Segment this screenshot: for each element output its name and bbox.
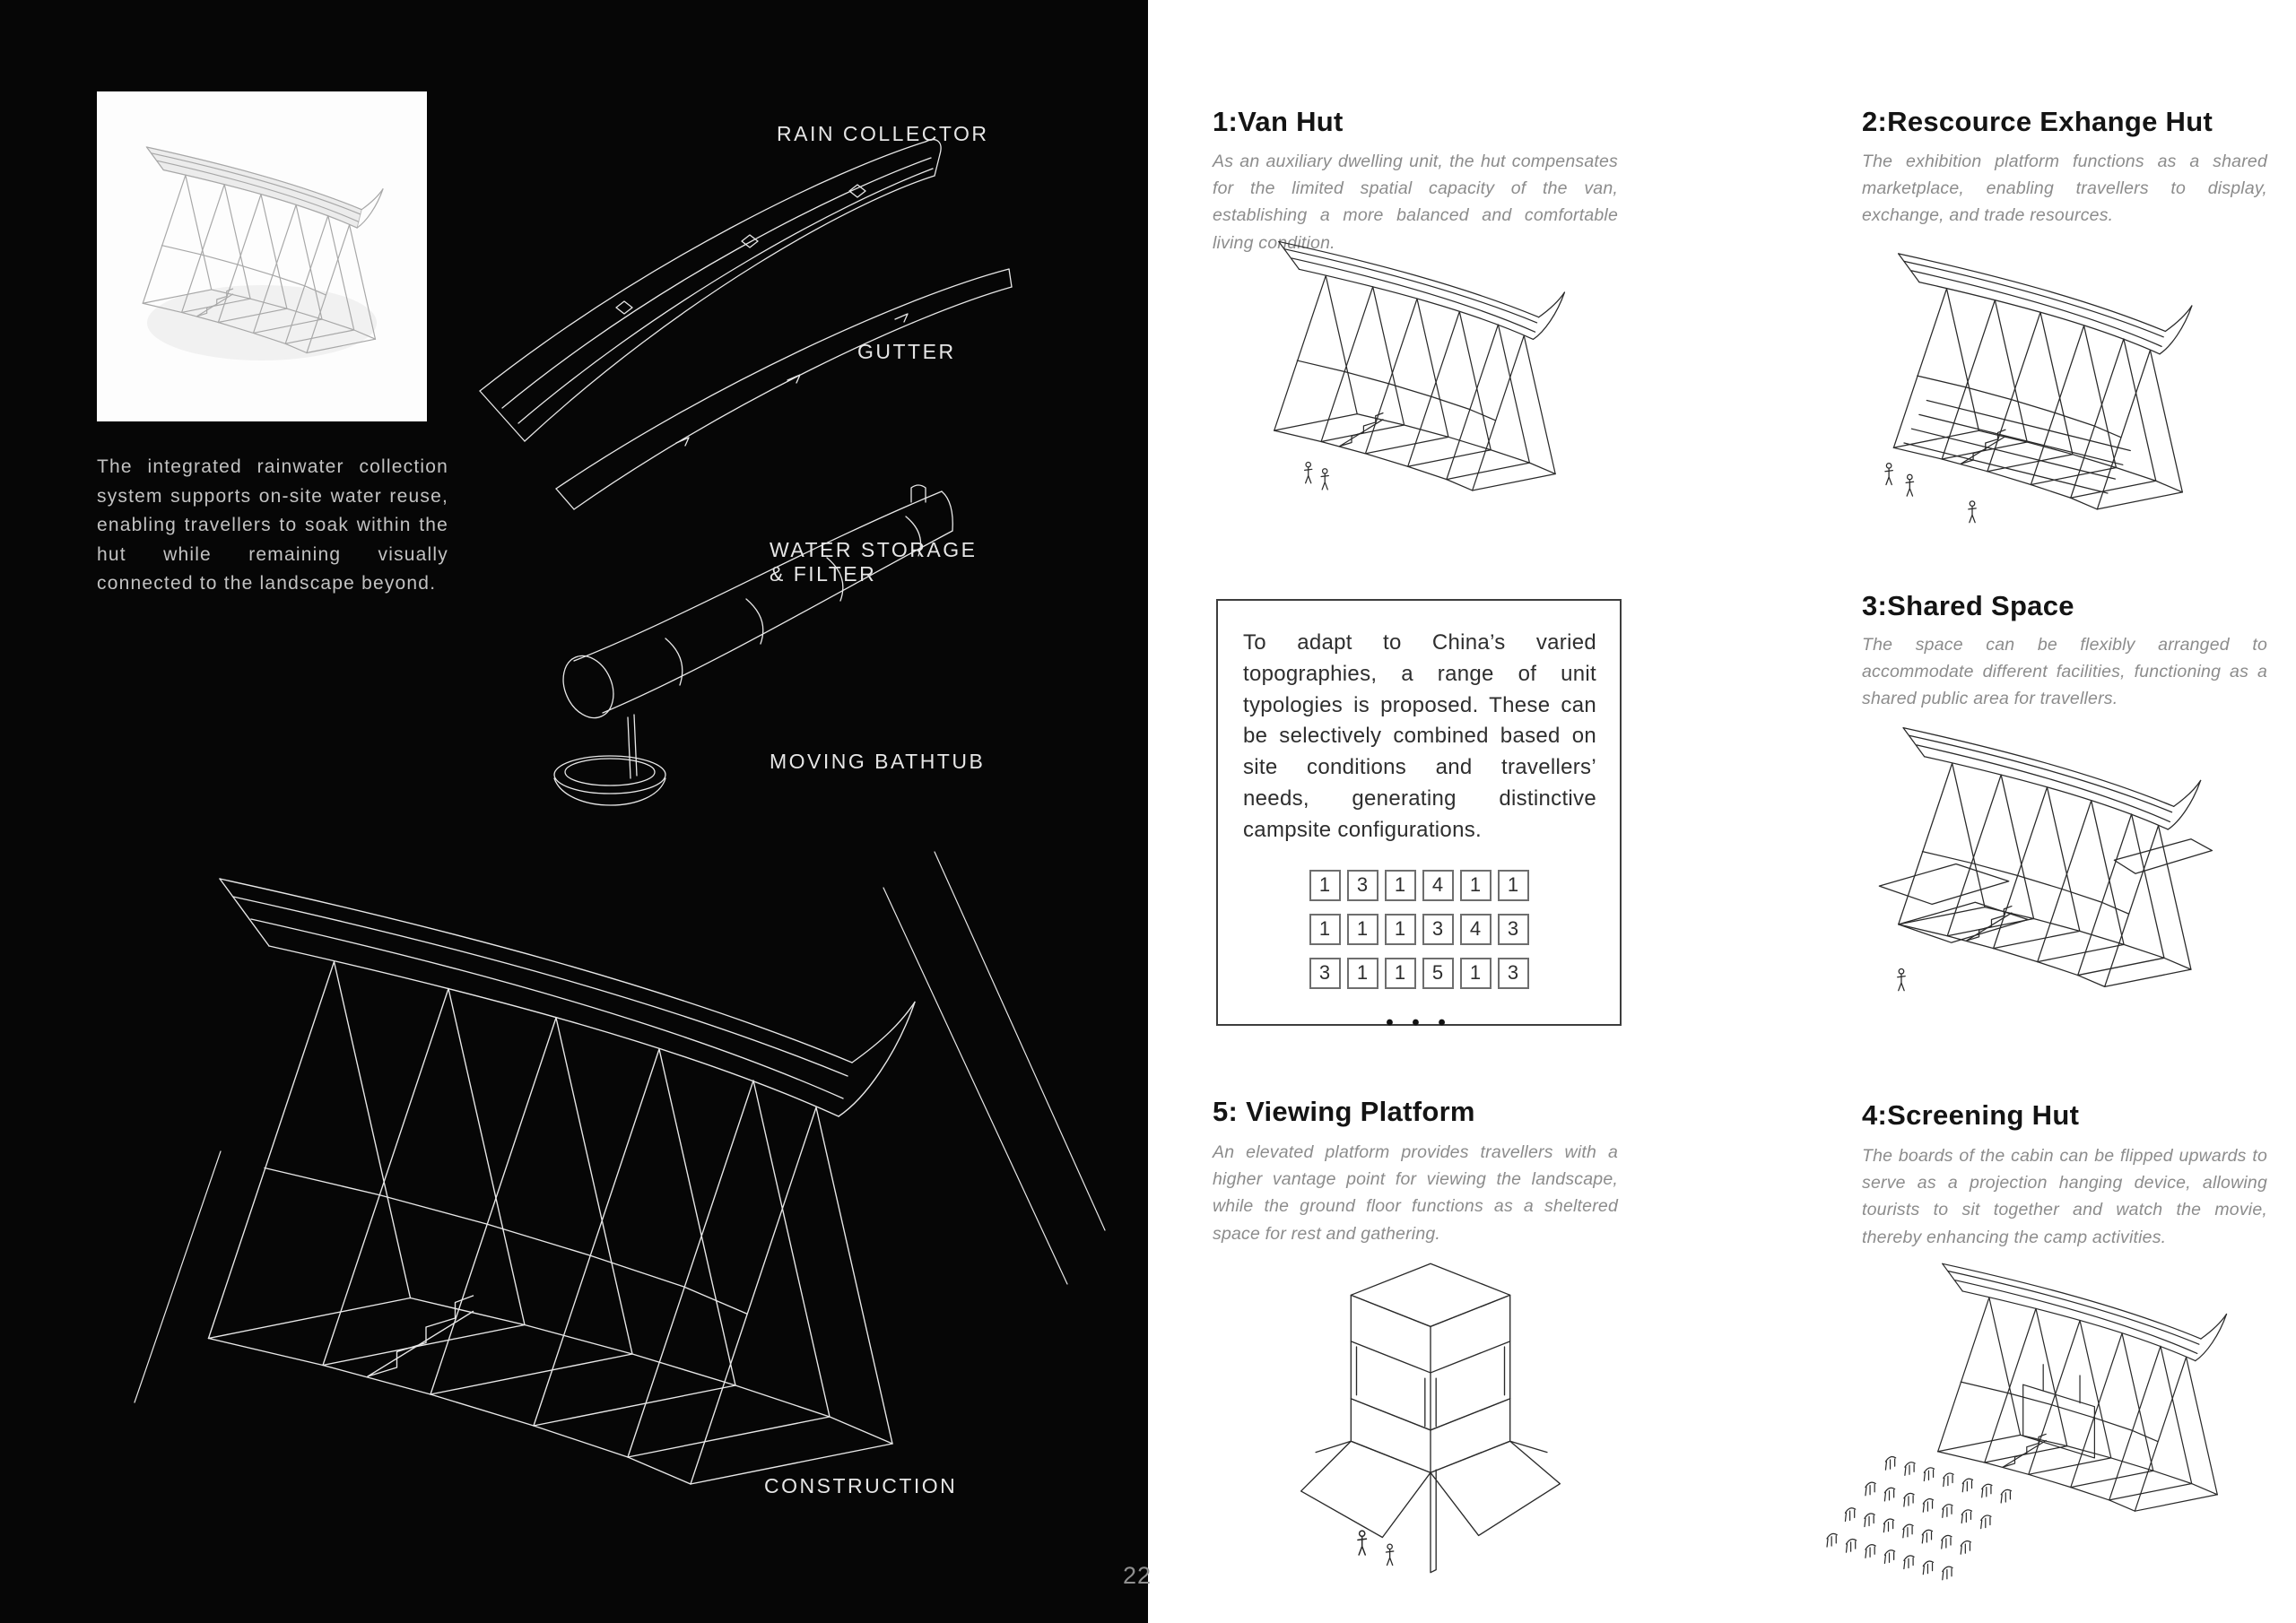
- grid-cell: 4: [1460, 914, 1492, 945]
- water-storage-label-line1: WATER STORAGE: [770, 538, 978, 561]
- grid-cell: 1: [1460, 870, 1492, 901]
- grid-cell: 1: [1309, 870, 1341, 901]
- grid-cell: 1: [1347, 958, 1378, 989]
- construction-label: CONSTRUCTION: [764, 1474, 958, 1497]
- grid-cell: 3: [1498, 914, 1529, 945]
- typology-grid-row: [1309, 914, 1529, 945]
- grid-cell: 1: [1309, 914, 1341, 945]
- resource-hut-title: 2:Rescource Exhange Hut: [1862, 106, 2213, 137]
- shared-space-title: 3:Shared Space: [1862, 590, 2074, 621]
- grid-cell: 5: [1422, 958, 1454, 989]
- grid-cell: 3: [1347, 870, 1378, 901]
- screening-hut-body: The boards of the cabin can be flipped upwards to serve as a projection hanging device, allowing tourists to sit together and watch the movie, thereby enhancing the camp activities.: [1862, 1146, 2267, 1247]
- grid-cell: 3: [1498, 958, 1529, 989]
- resource-hut-drawing: [1870, 215, 2211, 534]
- grid-cell: 1: [1385, 870, 1416, 901]
- grid-cell: 1: [1385, 914, 1416, 945]
- page-number: 22: [1123, 1562, 1152, 1589]
- shared-space-body: The space can be flexibly arranged to accommodate different facilities, functioning as a shared public area for travellers.: [1862, 635, 2267, 709]
- viewing-platform-drawing: [1283, 1242, 1578, 1596]
- rain-collector-label: RAIN COLLECTOR: [777, 122, 989, 145]
- grid-cell: 3: [1309, 958, 1341, 989]
- grid-cell: 1: [1460, 958, 1492, 989]
- audience-chairs: [1827, 1457, 2011, 1580]
- typology-text: To adapt to China’s varied topographies, a range of unit typologies is proposed. These can be selectively combined based on site conditions and travellers’ needs, generating distinctive campsite configurations.: [1243, 630, 1596, 842]
- grid-cell: 1: [1498, 870, 1529, 901]
- resource-hut-body: The exhibition platform functions as a shared marketplace, enabling travellers to display, exchange, and trade resources.: [1862, 152, 2267, 226]
- van-hut-title: 1:Van Hut: [1213, 106, 1344, 137]
- grid-cell: 4: [1422, 870, 1454, 901]
- rainwater-caption: The integrated rainwater collection system supports on-site water reuse, enabling travellers to soak within the hut while remaining visually connected to the landscape beyond.: [97, 456, 448, 595]
- grid-cell: 1: [1347, 914, 1378, 945]
- moving-bathtub-label: MOVING BATHTUB: [770, 750, 986, 773]
- grid-ellipsis: • • •: [1386, 1010, 1452, 1035]
- right-white-panel: [1148, 0, 2296, 1623]
- typology-grid-row: [1309, 870, 1529, 901]
- gutter-label: GUTTER: [857, 340, 956, 363]
- screening-hut-drawing: [1825, 1227, 2247, 1612]
- grid-cell: 1: [1385, 958, 1416, 989]
- screening-hut-title: 4:Screening Hut: [1862, 1099, 2080, 1131]
- grid-cell: 3: [1422, 914, 1454, 945]
- viewing-platform-body: An elevated platform provides travellers with a higher vantage point for viewing the landscape, while the ground floor functions as a sheltered space for rest and gathering.: [1213, 1142, 1618, 1244]
- typology-grid-row: [1309, 958, 1529, 989]
- shared-space-drawing: [1874, 689, 2220, 1011]
- water-storage-label-line2: & FILTER: [770, 562, 877, 586]
- van-hut-drawing: [1251, 204, 1583, 514]
- van-hut-body: As an auxiliary dwelling unit, the hut compensates for the limited spatial capacity of the van, establishing a more balanced and comfortable living condition.: [1213, 152, 1618, 253]
- typology-grid: [1218, 870, 1620, 1036]
- viewing-platform-title: 5: Viewing Platform: [1213, 1096, 1475, 1127]
- typology-box: [1216, 599, 1622, 1035]
